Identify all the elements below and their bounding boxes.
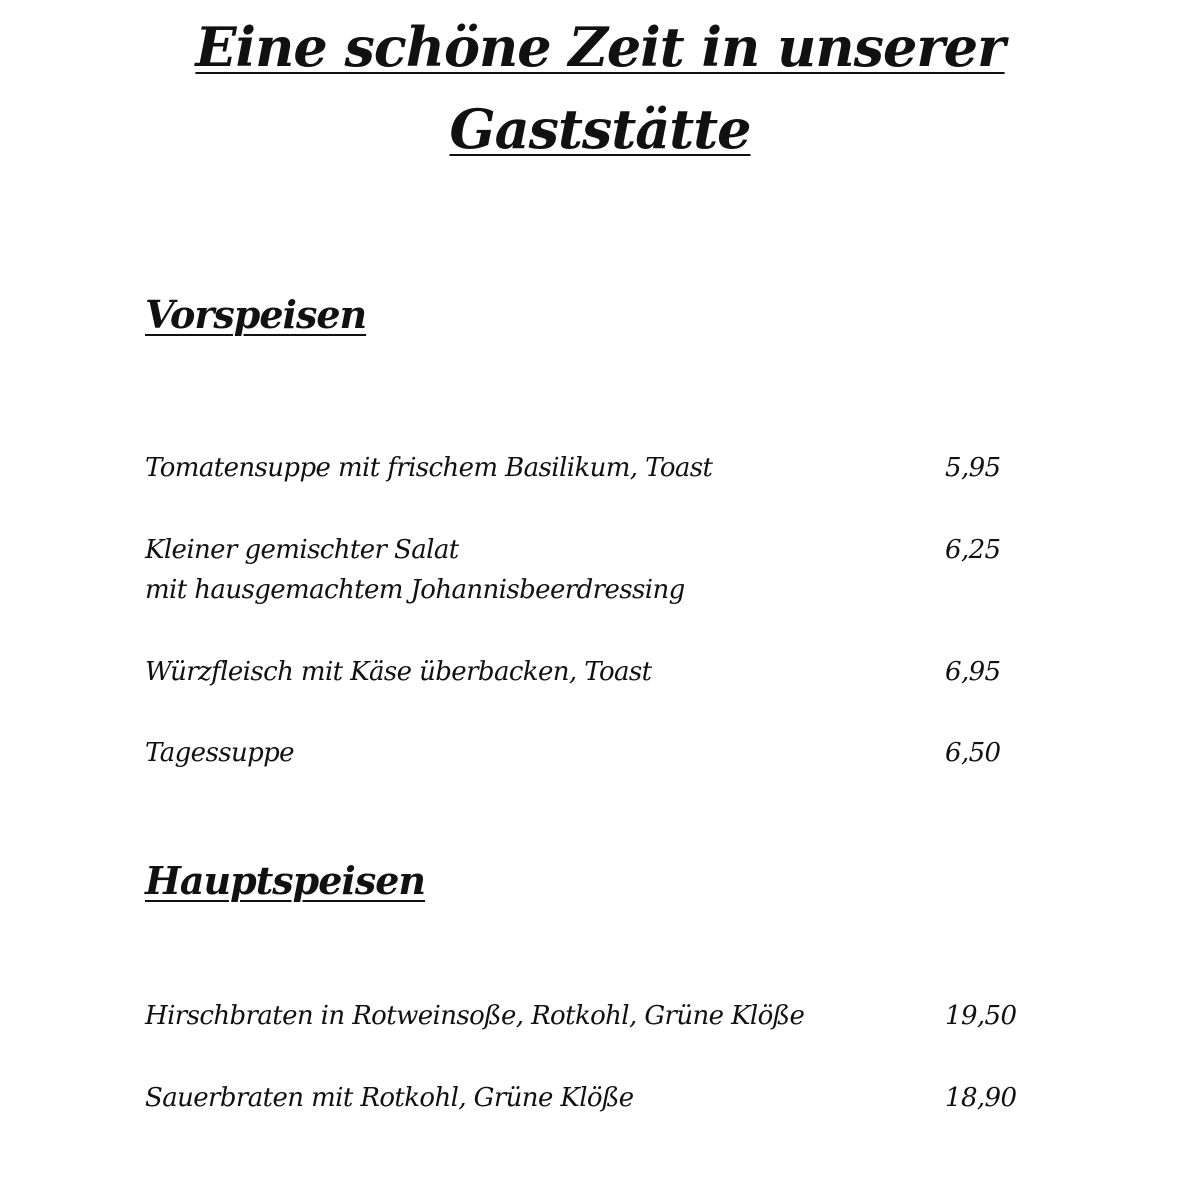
menu-item-name-line: Sauerbraten mit Rotkohl, Grüne Klöße — [145, 1083, 634, 1113]
page-title-line-2 — [0, 97, 1200, 161]
page-title-text-1: Eine schöne Zeit in unserer — [195, 15, 1005, 79]
menu-item-price: 6,25 — [945, 535, 1001, 565]
menu-item-name-line: Hirschbraten in Rotweinsoße, Rotkohl, Grüne Klöße — [145, 1001, 805, 1031]
section-heading-hauptspeisen: Hauptspeisen — [145, 858, 426, 903]
menu-item-price: 6,95 — [945, 657, 1001, 687]
menu-item-price: 18,90 — [945, 1083, 1017, 1113]
menu-item-name-line: Kleiner gemischter Salat — [145, 535, 459, 565]
menu-item-price: 19,50 — [945, 1001, 1017, 1031]
menu-item-name — [145, 448, 905, 488]
page-title-line-1 — [0, 15, 1200, 79]
menu-item-name-line: Würzfleisch mit Käse überbacken, Toast — [145, 657, 652, 687]
page-title-text-2: Gaststätte — [449, 97, 751, 161]
menu-item-price: 6,50 — [945, 738, 1001, 768]
menu-item-name — [145, 1078, 905, 1118]
menu-item-name-line: Tagessuppe — [145, 738, 294, 768]
menu-item-name — [145, 652, 905, 692]
section-heading-vorspeisen: Vorspeisen — [145, 292, 367, 337]
menu-item-price: 5,95 — [945, 453, 1001, 483]
menu-item-name-line: mit hausgemachtem Johannisbeerdressing — [145, 575, 685, 605]
menu-item-name — [145, 733, 905, 773]
menu-item-name — [145, 996, 905, 1036]
menu-item-name — [145, 530, 905, 610]
menu-item-name-line: Tomatensuppe mit frischem Basilikum, Toast — [145, 453, 713, 483]
